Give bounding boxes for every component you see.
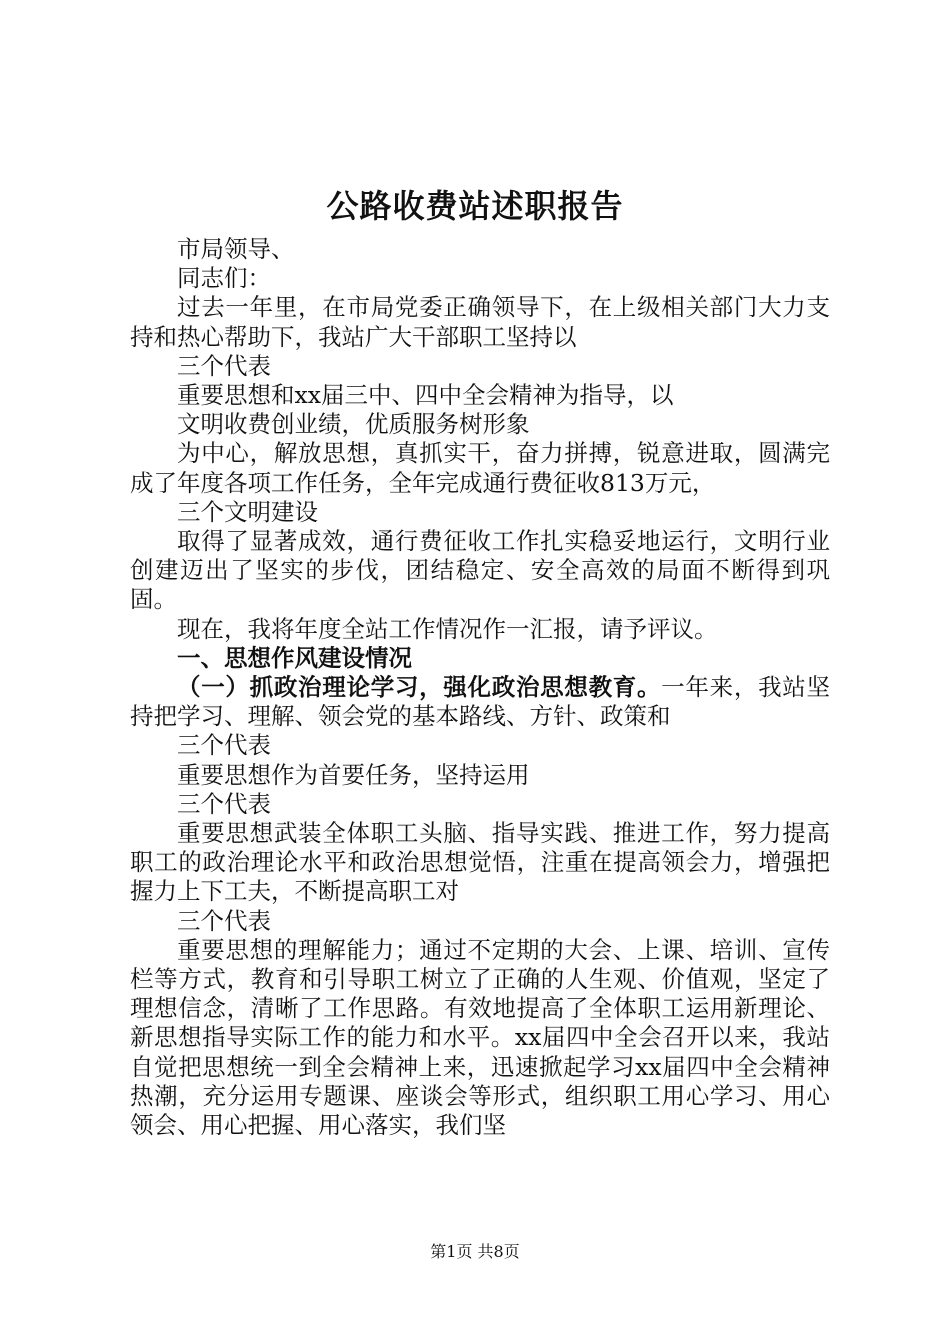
paragraph: 过去一年里，在市局党委正确领导下，在上级相关部门大力支持和热心帮助下，我站广大干部职工坚持以 [130, 293, 830, 351]
document-title: 公路收费站述职报告 [326, 187, 624, 225]
section-heading: 一、思想作风建设情况 [177, 643, 412, 672]
paragraph-with-lead [130, 673, 830, 731]
paragraph: 同志们： [177, 264, 271, 293]
paragraph-lead: （一）抓政治理论学习，强化政治思想教育。 [177, 673, 662, 702]
paragraph: 三个代表 [177, 351, 271, 380]
paragraph: 市局领导、 [177, 235, 295, 263]
page-number-footer: 第1页 共8页 [430, 1242, 520, 1261]
paragraph: 重要思想武装全体职工头脑、指导实践、推进工作，努力提高职工的政治理论水平和政治思想觉悟，注重在提高领会力，增强把握力上下工夫，不断提高职工对 [130, 819, 830, 906]
paragraph: 三个文明建设 [177, 497, 318, 526]
paragraph: 重要思想作为首要任务，坚持运用 [177, 760, 530, 789]
paragraph: 重要思想和xx届三中、四中全会精神为指导，以 [177, 381, 674, 410]
paragraph: 三个代表 [177, 731, 271, 760]
paragraph: 文明收费创业绩，优质服务树形象 [177, 410, 530, 439]
paragraph: 重要思想的理解能力；通过不定期的大会、上课、培训、宣传栏等方式，教育和引导职工树立了正确的人生观、价值观，坚定了理想信念，清晰了工作思路。有效地提高了全体职工运用新理论、新思想指导实际工作的能力和水平。xx届四中全会召开以来，我站自觉把思想统一到全会精神上来，迅速掀起学习xx届四中全会精神热潮，充分运用专题课、座谈会等形式，组织职工用心学习、用心领会、用心把握、用心落实，我们坚 [130, 935, 830, 1140]
paragraph: 三个代表 [177, 906, 271, 935]
paragraph: 取得了显著成效，通行费征收工作扎实稳妥地运行，文明行业创建迈出了坚实的步伐，团结稳定、安全高效的局面不断得到巩固。 [130, 527, 830, 614]
paragraph: 三个代表 [177, 789, 271, 818]
document-body [130, 235, 830, 1140]
paragraph-rest: 一年来，我站坚持把学习、理解、领会党的基本路线、方针、政策和 [130, 673, 831, 731]
paragraph: 为中心，解放思想，真抓实干，奋力拼搏，锐意进取，圆满完成了年度各项工作任务，全年完成通行费征收813万元， [130, 439, 830, 497]
paragraph: 现在，我将年度全站工作情况作一汇报，请予评议。 [177, 614, 718, 643]
